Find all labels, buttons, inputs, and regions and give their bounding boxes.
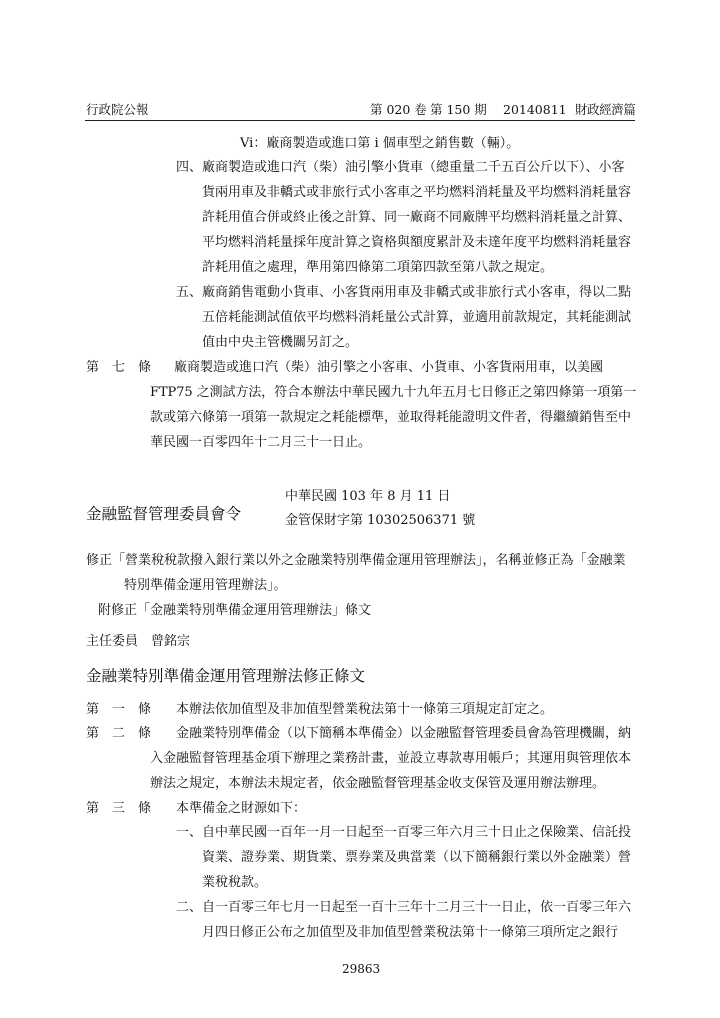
item-5-line: 五倍耗能測試值依平均燃料消耗量公式計算，並適用前款規定，其耗能測試	[202, 310, 632, 325]
item-4-line: 貨兩用車及非轎式或非旅行式小客車之平均燃料消耗量及平均燃料消耗量容	[202, 185, 632, 200]
art3-item-2-label: 二、	[176, 900, 203, 915]
art3-item-2-line: 自一百零三年七月一日起至一百十三年十二月三十一日止，依一百零三年六	[202, 900, 632, 915]
item-5-line: 值由中央主管機關另訂之。	[202, 335, 359, 350]
article-7-line: 華民國一百零四年十二月三十一日止。	[150, 435, 372, 450]
issue-label: 第 150 期	[430, 102, 487, 117]
item-4-line: 廠商製造或進口汽（柴）油引擎小貨車（總重量二千五百公斤以下）、小客	[202, 160, 625, 175]
page-number: 29863	[342, 962, 381, 976]
art3-item-2-line: 月四日修正公布之加值型及非加值型營業稅法第十一條第三項所定之銀行	[202, 925, 619, 940]
issue-date: 20140811	[503, 102, 567, 117]
article-7-label: 第 七 條	[86, 360, 152, 375]
issuer-title: 金融監督管理委員會令	[86, 505, 242, 523]
vi-definition: Vi：廠商製造或進口第 i 個車型之銷售數（輛）。	[240, 136, 520, 151]
article-7-line: FTP75 之測試方法，符合本辦法中華民國九十九年五月七日修正之第四條第一項第一	[150, 385, 637, 400]
art3-item-1-line: 業稅稅款。	[202, 875, 268, 890]
art3-item-1-label: 一、	[176, 825, 203, 840]
item-5-line: 廠商銷售電動小貨車、小客貨兩用車及非轎式或非旅行式小客車，得以二點	[202, 285, 632, 300]
item-5-label: 五、	[176, 285, 203, 300]
amendment-text: 修正「營業稅稅款撥入銀行業以外之金融業特別準備金運用管理辦法」，名稱並修正為「金融業	[86, 553, 626, 568]
item-4-line: 平均燃料消耗量採年度計算之資格與額度累計及未達年度平均燃料消耗量容	[202, 235, 632, 250]
article-2-line: 入金融監督管理基金項下辦理之業務計畫，並設立專款專用帳戶；其運用與管理依本	[150, 751, 632, 766]
art3-item-1-line: 資業、證券業、期貨業、票券業及典當業（以下簡稱銀行業以外金融業）營	[202, 850, 632, 865]
article-1-label: 第 一 條	[86, 702, 152, 717]
article-2-label: 第 二 條	[86, 726, 152, 741]
article-3-label: 第 三 條	[86, 801, 152, 816]
item-4-line: 許耗用值合併或終止後之計算、同一廠商不同廠牌平均燃料消耗量之計算、	[202, 210, 632, 225]
article-7-line: 廠商製造或進口汽（柴）油引擎之小客車、小貨車、小客貨兩用車，以美國	[174, 360, 604, 375]
header-rule	[85, 120, 635, 121]
article-2-line: 辦法之規定，本辦法未規定者，依金融監督管理基金收支保管及運用辦法辦理。	[150, 776, 606, 791]
item-4-line: 許耗用值之處理，準用第四條第二項第四款至第八款之規定。	[202, 260, 554, 275]
article-2-line: 金融業特別準備金（以下簡稱本準備金）以金融監督管理委員會為管理機關，納	[176, 726, 632, 741]
amendment-text: 特別準備金運用管理辦法」。	[124, 578, 287, 593]
art3-item-1-line: 自中華民國一百年一月一日起至一百零三年六月三十日止之保險業、信託投	[202, 825, 632, 840]
regulation-title: 金融業特別準備金運用管理辦法修正條文	[86, 667, 366, 685]
order-number: 金管保財字第 10302506371 號	[285, 513, 476, 528]
chairperson-signature: 主任委員 曾銘宗	[86, 634, 191, 649]
item-4-label: 四、	[176, 160, 203, 175]
gazette-title: 行政院公報	[86, 102, 149, 117]
volume-label: 第 020 卷	[370, 102, 427, 117]
article-7-line: 款或第六條第一項第一款規定之耗能標準，並取得耗能證明文件者，得繼續銷售至中	[150, 410, 632, 425]
article-1-line: 本辦法依加值型及非加值型營業稅法第十一條第三項規定訂定之。	[176, 702, 554, 717]
order-date: 中華民國 103 年 8 月 11 日	[285, 489, 451, 504]
attachment-line: 附修正「金融業特別準備金運用管理辦法」條文	[98, 603, 372, 618]
section-label: 財政經濟篇	[575, 102, 636, 117]
article-3-line: 本準備金之財源如下：	[176, 801, 307, 816]
